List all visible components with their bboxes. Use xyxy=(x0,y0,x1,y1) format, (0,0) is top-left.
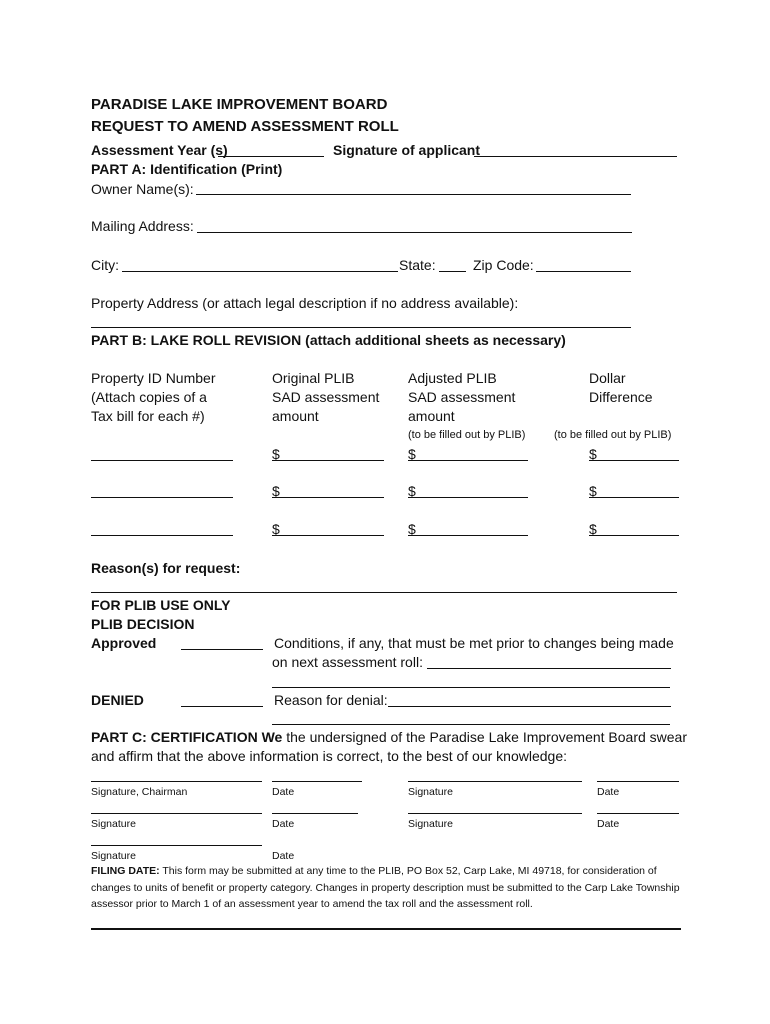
row2-original-dollar: $ xyxy=(272,483,280,499)
row1-original-field[interactable] xyxy=(272,460,384,461)
row3-difference-dollar: $ xyxy=(589,521,597,537)
zip-code-field[interactable] xyxy=(536,271,631,272)
state-label: State: xyxy=(399,257,436,273)
sig-chairman-date-field[interactable] xyxy=(272,781,362,782)
sig-3-label: Signature xyxy=(91,818,136,830)
approved-field[interactable] xyxy=(181,649,263,650)
row2-difference-dollar: $ xyxy=(589,483,597,499)
reason-label: Reason(s) for request: xyxy=(91,560,241,576)
signature-applicant-field[interactable] xyxy=(474,156,677,157)
denied-field[interactable] xyxy=(181,706,263,707)
owner-name-label: Owner Name(s): xyxy=(91,181,194,197)
sig-chairman-date-label: Date xyxy=(272,786,295,798)
row2-adjusted-dollar: $ xyxy=(408,483,416,499)
col-property-id-line1: Property ID Number xyxy=(91,370,216,386)
col-original-line1: Original PLIB xyxy=(272,370,355,386)
filing-date-note xyxy=(91,863,681,913)
conditions-field[interactable] xyxy=(427,668,671,669)
col-property-id-line2: (Attach copies of a xyxy=(91,389,207,405)
sig-chairman-field[interactable] xyxy=(91,781,262,782)
sig-4-date-label: Date xyxy=(597,818,620,830)
plib-decision-label: PLIB DECISION xyxy=(91,616,195,632)
row3-original-field[interactable] xyxy=(272,535,384,536)
sig-2-date-field[interactable] xyxy=(597,781,679,782)
owner-name-field[interactable] xyxy=(196,194,631,195)
part-b-heading: PART B: LAKE ROLL REVISION (attach additional sheets as necessary) xyxy=(91,332,566,348)
row3-difference-field[interactable] xyxy=(589,535,679,536)
sig-2-date-label: Date xyxy=(597,786,620,798)
reason-denial-field[interactable] xyxy=(388,706,671,707)
sig-3-date-label: Date xyxy=(272,818,295,830)
denied-label: DENIED xyxy=(91,692,144,708)
row1-difference-field[interactable] xyxy=(589,460,679,461)
filing-date-label: FILING DATE: xyxy=(91,865,160,877)
col-dollar-line1: Dollar xyxy=(589,370,626,386)
sig-2-label: Signature xyxy=(408,786,453,798)
part-c-affirm-text: and affirm that the above information is correct, to the best of our knowledge: xyxy=(91,748,568,764)
reason-denial-field-line2[interactable] xyxy=(272,724,670,725)
sig-4-label: Signature xyxy=(408,818,453,830)
row2-original-field[interactable] xyxy=(272,497,384,498)
city-label: City: xyxy=(91,257,119,273)
col-dollar-note: (to be filled out by PLIB) xyxy=(554,429,672,441)
row3-original-dollar: $ xyxy=(272,521,280,537)
property-address-label: Property Address (or attach legal description if no address available): xyxy=(91,295,519,311)
conditions-label: Conditions, if any, that must be met prior to changes being made xyxy=(274,635,674,651)
sig-chairman-label: Signature, Chairman xyxy=(91,786,188,798)
conditions-field-line2[interactable] xyxy=(272,687,670,688)
row1-adjusted-field[interactable] xyxy=(408,460,528,461)
conditions-label-line2: on next assessment roll: xyxy=(272,654,423,670)
col-adjusted-note: (to be filled out by PLIB) xyxy=(408,429,526,441)
filing-date-text: This form may be submitted at any time to the PLIB, PO Box 52, Carp Lake, MI 49718, for consideration of changes to units of benefit or property category. Changes in property description must be submitted to the Carp Lake Township assessor prior to March 1 of an assessment year to amend the tax roll and the assessment roll. xyxy=(91,865,680,910)
col-original-line2: SAD assessment xyxy=(272,389,380,405)
row2-property-id-field[interactable] xyxy=(91,497,233,498)
row1-property-id-field[interactable] xyxy=(91,460,233,461)
row1-difference-dollar: $ xyxy=(589,446,597,462)
col-adjusted-line2: SAD assessment xyxy=(408,389,516,405)
row1-adjusted-dollar: $ xyxy=(408,446,416,462)
part-c-heading-rest: the undersigned of the Paradise Lake Improvement Board swear xyxy=(282,729,688,745)
part-a-heading: PART A: Identification (Print) xyxy=(91,161,283,177)
reason-denial-label: Reason for denial: xyxy=(274,692,388,708)
row3-adjusted-dollar: $ xyxy=(408,521,416,537)
zip-code-label: Zip Code: xyxy=(473,257,534,273)
plib-use-only-label: FOR PLIB USE ONLY xyxy=(91,597,231,613)
col-adjusted-line3: amount xyxy=(408,408,455,424)
property-address-field[interactable] xyxy=(91,327,631,328)
sig-4-date-field[interactable] xyxy=(597,813,679,814)
sig-3-date-field[interactable] xyxy=(272,813,358,814)
state-field[interactable] xyxy=(439,271,466,272)
mailing-address-label: Mailing Address: xyxy=(91,218,194,234)
form-title-request: REQUEST TO AMEND ASSESSMENT ROLL xyxy=(91,118,399,135)
sig-4-field[interactable] xyxy=(408,813,582,814)
sig-5-field[interactable] xyxy=(91,845,262,846)
row3-adjusted-field[interactable] xyxy=(408,535,528,536)
form-title-board: PARADISE LAKE IMPROVEMENT BOARD xyxy=(91,96,388,113)
city-field[interactable] xyxy=(122,271,398,272)
assessment-year-field[interactable] xyxy=(218,156,324,157)
mailing-address-field[interactable] xyxy=(197,232,632,233)
row3-property-id-field[interactable] xyxy=(91,535,233,536)
sig-5-date-label: Date xyxy=(272,850,295,862)
part-c-heading xyxy=(91,729,687,745)
row1-original-dollar: $ xyxy=(272,446,280,462)
approved-label: Approved xyxy=(91,635,157,651)
col-original-line3: amount xyxy=(272,408,319,424)
sig-5-label: Signature xyxy=(91,850,136,862)
assessment-year-label: Assessment Year (s) xyxy=(91,142,228,158)
row2-adjusted-field[interactable] xyxy=(408,497,528,498)
part-c-heading-bold: PART C: CERTIFICATION We xyxy=(91,729,283,745)
sig-3-field[interactable] xyxy=(91,813,262,814)
col-property-id-line3: Tax bill for each #) xyxy=(91,408,205,424)
signature-applicant-label: Signature of applicant xyxy=(333,142,481,158)
bottom-rule xyxy=(91,928,681,930)
sig-2-field[interactable] xyxy=(408,781,582,782)
row2-difference-field[interactable] xyxy=(589,497,679,498)
col-adjusted-line1: Adjusted PLIB xyxy=(408,370,497,386)
reason-field[interactable] xyxy=(91,592,677,593)
col-dollar-line2: Difference xyxy=(589,389,653,405)
